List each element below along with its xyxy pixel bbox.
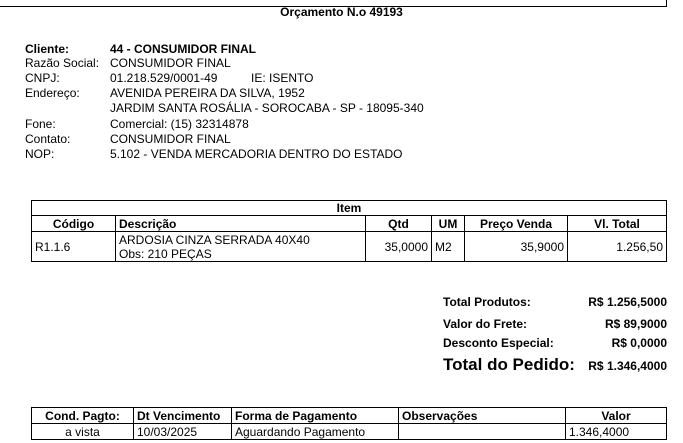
cell-forma: Aguardando Pagamento xyxy=(232,424,399,440)
total-produtos-value: R$ 1.256,5000 xyxy=(588,295,667,309)
item-description: ARDOSIA CINZA SERRADA 40X40 xyxy=(119,233,310,247)
total-pedido-value: R$ 1.346,4000 xyxy=(588,359,667,373)
ie-value: IE: ISENTO xyxy=(251,71,314,85)
col-total: Vl. Total xyxy=(568,216,667,232)
endereco-label: Endereço: xyxy=(25,86,80,100)
razao-social-value: CONSUMIDOR FINAL xyxy=(110,56,231,70)
razao-social-label: Razão Social: xyxy=(25,56,100,70)
desconto-value: R$ 0,0000 xyxy=(611,336,667,350)
col-cond-pagto: Cond. Pagto: xyxy=(32,408,134,424)
table-row xyxy=(32,424,667,440)
cell-codigo: R1.1.6 xyxy=(32,232,116,262)
col-observacoes: Observações xyxy=(399,408,566,424)
col-forma-pagamento: Forma de Pagamento xyxy=(232,408,399,424)
cnpj-label: CNPJ: xyxy=(25,71,60,85)
client-value: 44 - CONSUMIDOR FINAL xyxy=(110,42,257,56)
payment-table xyxy=(31,407,667,440)
col-um: UM xyxy=(432,216,465,232)
valor-frete-label: Valor do Frete: xyxy=(443,317,528,331)
valor-frete-value: R$ 89,9000 xyxy=(604,317,667,331)
endereco-line2: JARDIM SANTA ROSÁLIA - SOROCABA - SP - 18095-340 xyxy=(110,101,424,115)
total-produtos-label: Total Produtos: xyxy=(443,295,531,309)
contato-value: CONSUMIDOR FINAL xyxy=(110,132,231,146)
total-pedido-label: Total do Pedido: xyxy=(443,355,575,374)
payment-header-row xyxy=(32,408,667,424)
items-header-row xyxy=(32,216,667,232)
cell-vencimento: 10/03/2025 xyxy=(134,424,232,440)
col-valor: Valor xyxy=(566,408,667,424)
cell-obs xyxy=(399,424,566,440)
fone-label: Fone: xyxy=(25,117,56,131)
nop-value: 5.102 - VENDA MERCADORIA DENTRO DO ESTADO xyxy=(110,147,403,161)
items-table xyxy=(31,200,667,262)
items-caption-row xyxy=(32,201,667,216)
cell-valor: 1.346,4000 xyxy=(566,424,667,440)
col-dt-vencimento: Dt Vencimento xyxy=(134,408,232,424)
endereco-line1: AVENIDA PEREIRA DA SILVA, 1952 xyxy=(110,86,305,100)
fone-value: Comercial: (15) 32314878 xyxy=(110,117,249,131)
nop-label: NOP: xyxy=(25,147,55,161)
client-label: Cliente: xyxy=(25,42,70,56)
cell-um: M2 xyxy=(432,232,465,262)
cell-cond: a vista xyxy=(32,424,134,440)
col-preco: Preço Venda xyxy=(465,216,568,232)
cell-total: 1.256,50 xyxy=(568,232,667,262)
cnpj-value: 01.218.529/0001-49 xyxy=(110,71,218,85)
col-qtd: Qtd xyxy=(366,216,432,232)
contato-label: Contato: xyxy=(25,132,71,146)
document-title: Orçamento N.o 49193 xyxy=(280,5,403,19)
items-caption: Item xyxy=(32,201,667,216)
item-obs: Obs: 210 PEÇAS xyxy=(119,247,212,261)
table-row xyxy=(32,232,667,262)
col-codigo: Código xyxy=(32,216,116,232)
desconto-label: Desconto Especial: xyxy=(443,336,554,350)
cell-qtd: 35,0000 xyxy=(366,232,432,262)
cell-preco: 35,9000 xyxy=(465,232,568,262)
cell-descricao xyxy=(116,232,366,262)
col-descricao: Descrição xyxy=(116,216,366,232)
